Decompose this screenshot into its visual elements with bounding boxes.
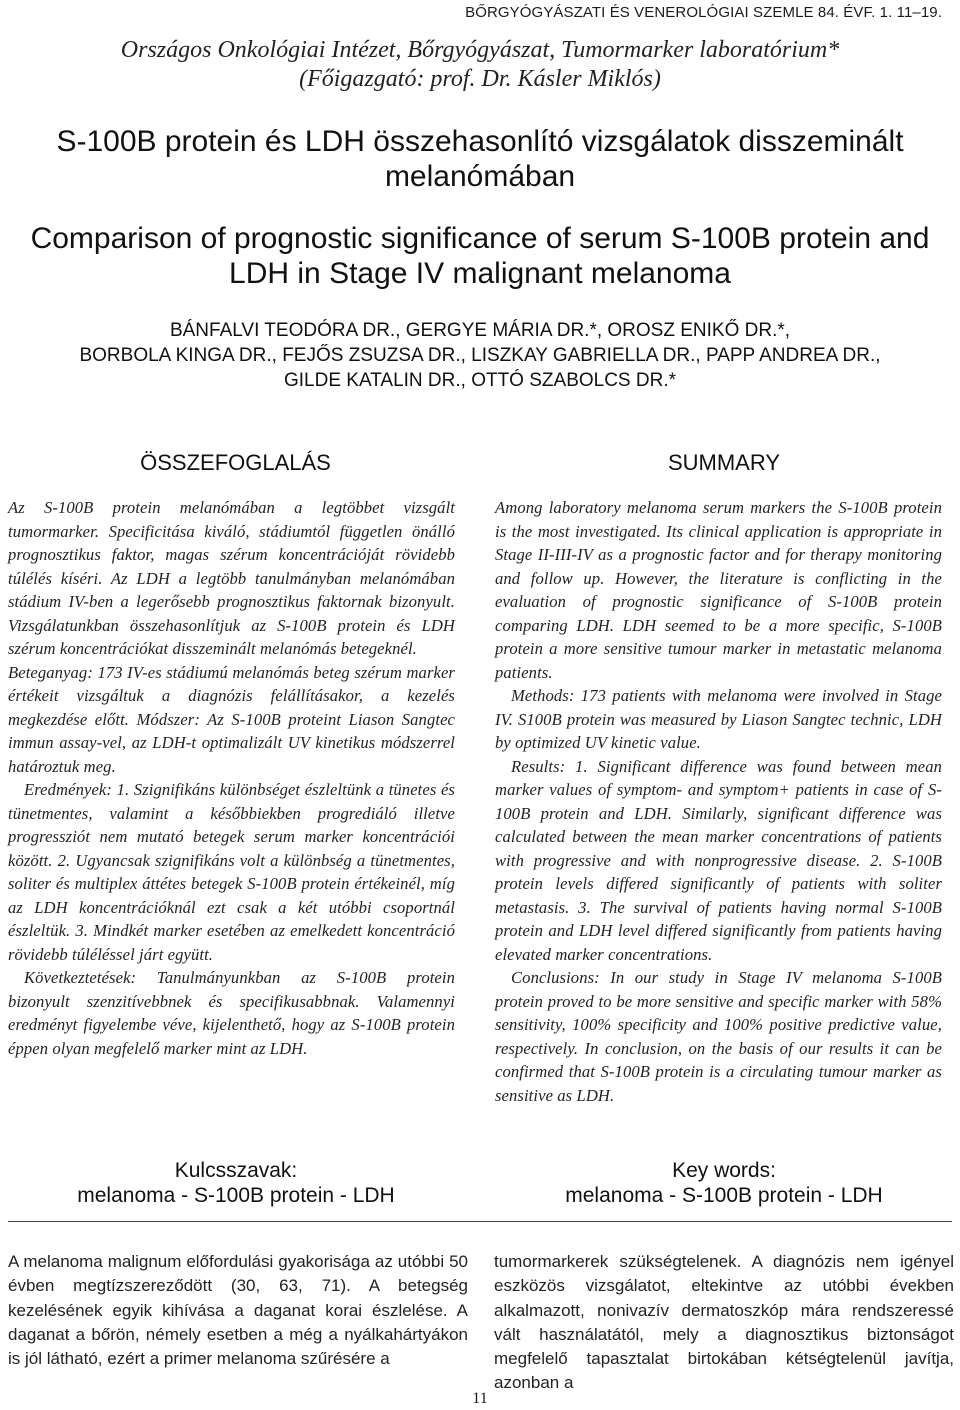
abstract-paragraph: Among laboratory melanoma serum markers the S-100B protein is the most investigated. Its clinical application is appropriate in Stage II-III-IV as a prognostic factor and for therapy monitoring and follow up. However, the literature is conflicting in the evaluation of prognostic significance of S-100B protein comparing LDH. LDH seemed to be a more specific, S-100B protein a more sensitive tumour marker in metastatic melanoma patients.: [495, 498, 942, 682]
body-paragraph: A melanoma malignum előfordulási gyakorisága az utóbbi 50 évben megtízszereződött (30, 63, 71). A betegség kezelésének egyik kihívása a daganat korai észlelése. A daganat a bőrön, némely esetben a még a nyálkahártyákon is jól látható, ezért a primer melanoma szűrésére a: [8, 1252, 468, 1369]
english-keywords: [494, 1158, 954, 1208]
director-line: (Főigazgató: prof. Dr. Kásler Miklós): [299, 66, 661, 92]
hungarian-title-line-1: S-100B protein és LDH összehasonlító vizsgálatok disszeminált: [56, 125, 904, 158]
abstract-paragraph: Az S-100B protein melanómában a legtöbbet vizsgált tumormarker. Specificitása kiváló, stádiumtól független önálló prognosztikus faktor, magas szérum koncentrációját rövidebb túlélés kíséri. Az LDH a legtöbb tanulmányban melanómában stádium IV-ben a legerősebb prognosztikus faktornak bizonyult. Vizsgálatunkban összehasonlítjuk az S-100B protein és LDH szérum koncentrációkat disszeminált melanómás betegeknél.: [8, 498, 455, 658]
body-paragraph: tumormarkerek szükségtelenek. A diagnózis nem igényel eszközös vizsgálatot, eltekintve az utóbbi években alkalmazott, nonivazív dermatoszkóp mára rendszeressé vált használatától, mely a diagnosztikus biztonságot megfelelő tapasztalat birtokában kétségtelenül javítja, azonban a: [494, 1252, 954, 1393]
keywords-title: Kulcsszavak:: [174, 1159, 298, 1182]
institution-line: Országos Onkológiai Intézet, Bőrgyógyászat, Tumormarker laboratórium*: [120, 37, 840, 63]
abstract-paragraph: Beteganyag: 173 IV-es stádiumú melanómás beteg szérum marker értékeit vizsgáltuk a diagnózis felállításakor, a kezelés megkezdése előtt. Módszer: Az S-100B proteint Liason Sangtec immun assay-vel, az LDH-t optimalizált UV kinetikus módszerrel határoztuk meg.: [8, 662, 455, 776]
hungarian-abstract-heading: ÖSSZEFOGLALÁS: [140, 450, 331, 475]
abstract-paragraph: Eredmények: 1. Szignifikáns különbséget észleltünk a tünetes és tünetmentes, valamint a későbbiekben progrediáló illetve progressziót nem mutató betegek serum marker koncentrációi között. 2. Ugyancsak szignifikáns volt a különbség a tünetmentes, soliter és multiplex áttétes betegek S-100B protein értékeinél, míg az LDH koncentrációknál ezt csak a két utóbbi csoportnál észleltük. 3. Mindkét marker esetében az emelkedett koncentráció rövidebb túléléssel járt együtt.: [8, 780, 455, 964]
english-title-line-2: LDH in Stage IV malignant melanoma: [229, 257, 731, 290]
english-abstract-heading: SUMMARY: [667, 450, 781, 475]
keywords-terms: melanoma - S-100B protein - LDH: [77, 1184, 395, 1207]
hungarian-title-line-2: melanómában: [384, 160, 576, 193]
english-title: [0, 221, 960, 291]
abstract-paragraph: Conclusions: In our study in Stage IV melanoma S-100B protein proved to be more sensitive and specific marker with 58% sensitivity, 100% specificity and 100% positive predictive value, respectively. In conclusion, on the basis of our results it can be confirmed that S-100B protein is a circulating tumour marker as sensitive as LDH.: [495, 968, 942, 1105]
page-number: 11: [472, 1390, 488, 1407]
section-divider: [8, 1221, 952, 1222]
abstract-paragraph: Results: 1. Significant difference was found between mean marker values of symptom- and symptom+ patients in case of S-100B protein and LDH. Similarly, significant difference was calculated between the mean marker concentrations of patients with progressive and with nonprogressive disease. 2. S-100B protein levels differed significantly of patients with soliter metastasis. 3. The survival of patients having normal S-100B protein and LDH level differed significantly from patients having elevated marker concentrations.: [495, 756, 942, 964]
english-abstract: [495, 496, 942, 1107]
english-title-line-1: Comparison of prognostic significance of serum S-100B protein and: [30, 222, 930, 255]
author-line-2: BORBOLA KINGA DR., FEJŐS ZSUZSA DR., LISZKAY GABRIELLA DR., PAPP ANDREA DR.,: [79, 345, 881, 366]
keywords-title: Key words:: [672, 1159, 776, 1182]
author-line-1: BÁNFALVI TEODÓRA DR., GERGYE MÁRIA DR.*, OROSZ ENIKŐ DR.*,: [169, 320, 791, 341]
hungarian-title: [0, 124, 960, 194]
institution-block: [0, 36, 960, 94]
abstract-paragraph: Methods: 173 patients with melanoma were involved in Stage IV. S100B protein was measured by Liason Sangtec technic, LDH by optimized UV kinetic value.: [495, 686, 942, 752]
hungarian-keywords: [6, 1158, 466, 1208]
keywords-terms: melanoma - S-100B protein - LDH: [565, 1184, 883, 1207]
hungarian-abstract: [8, 496, 455, 1060]
body-text-left: [8, 1250, 468, 1371]
author-line-3: GILDE KATALIN DR., OTTÓ SZABOLCS DR.*: [283, 370, 677, 391]
abstract-paragraph: Következtetések: Tanulmányunkban az S-100B protein bizonyult szenzitívebbnek és specifikusabbnak. Valamennyi eredményt figyelembe véve, kijelenthető, hogy az S-100B protein éppen olyan megfelelő marker mint az LDH.: [8, 968, 455, 1058]
body-text-right: [494, 1250, 954, 1396]
author-list: [0, 318, 960, 393]
journal-header: BŐRGYÓGYÁSZATI ÉS VENEROLÓGIAI SZEMLE 84. ÉVF. 1. 11–19.: [465, 4, 942, 21]
